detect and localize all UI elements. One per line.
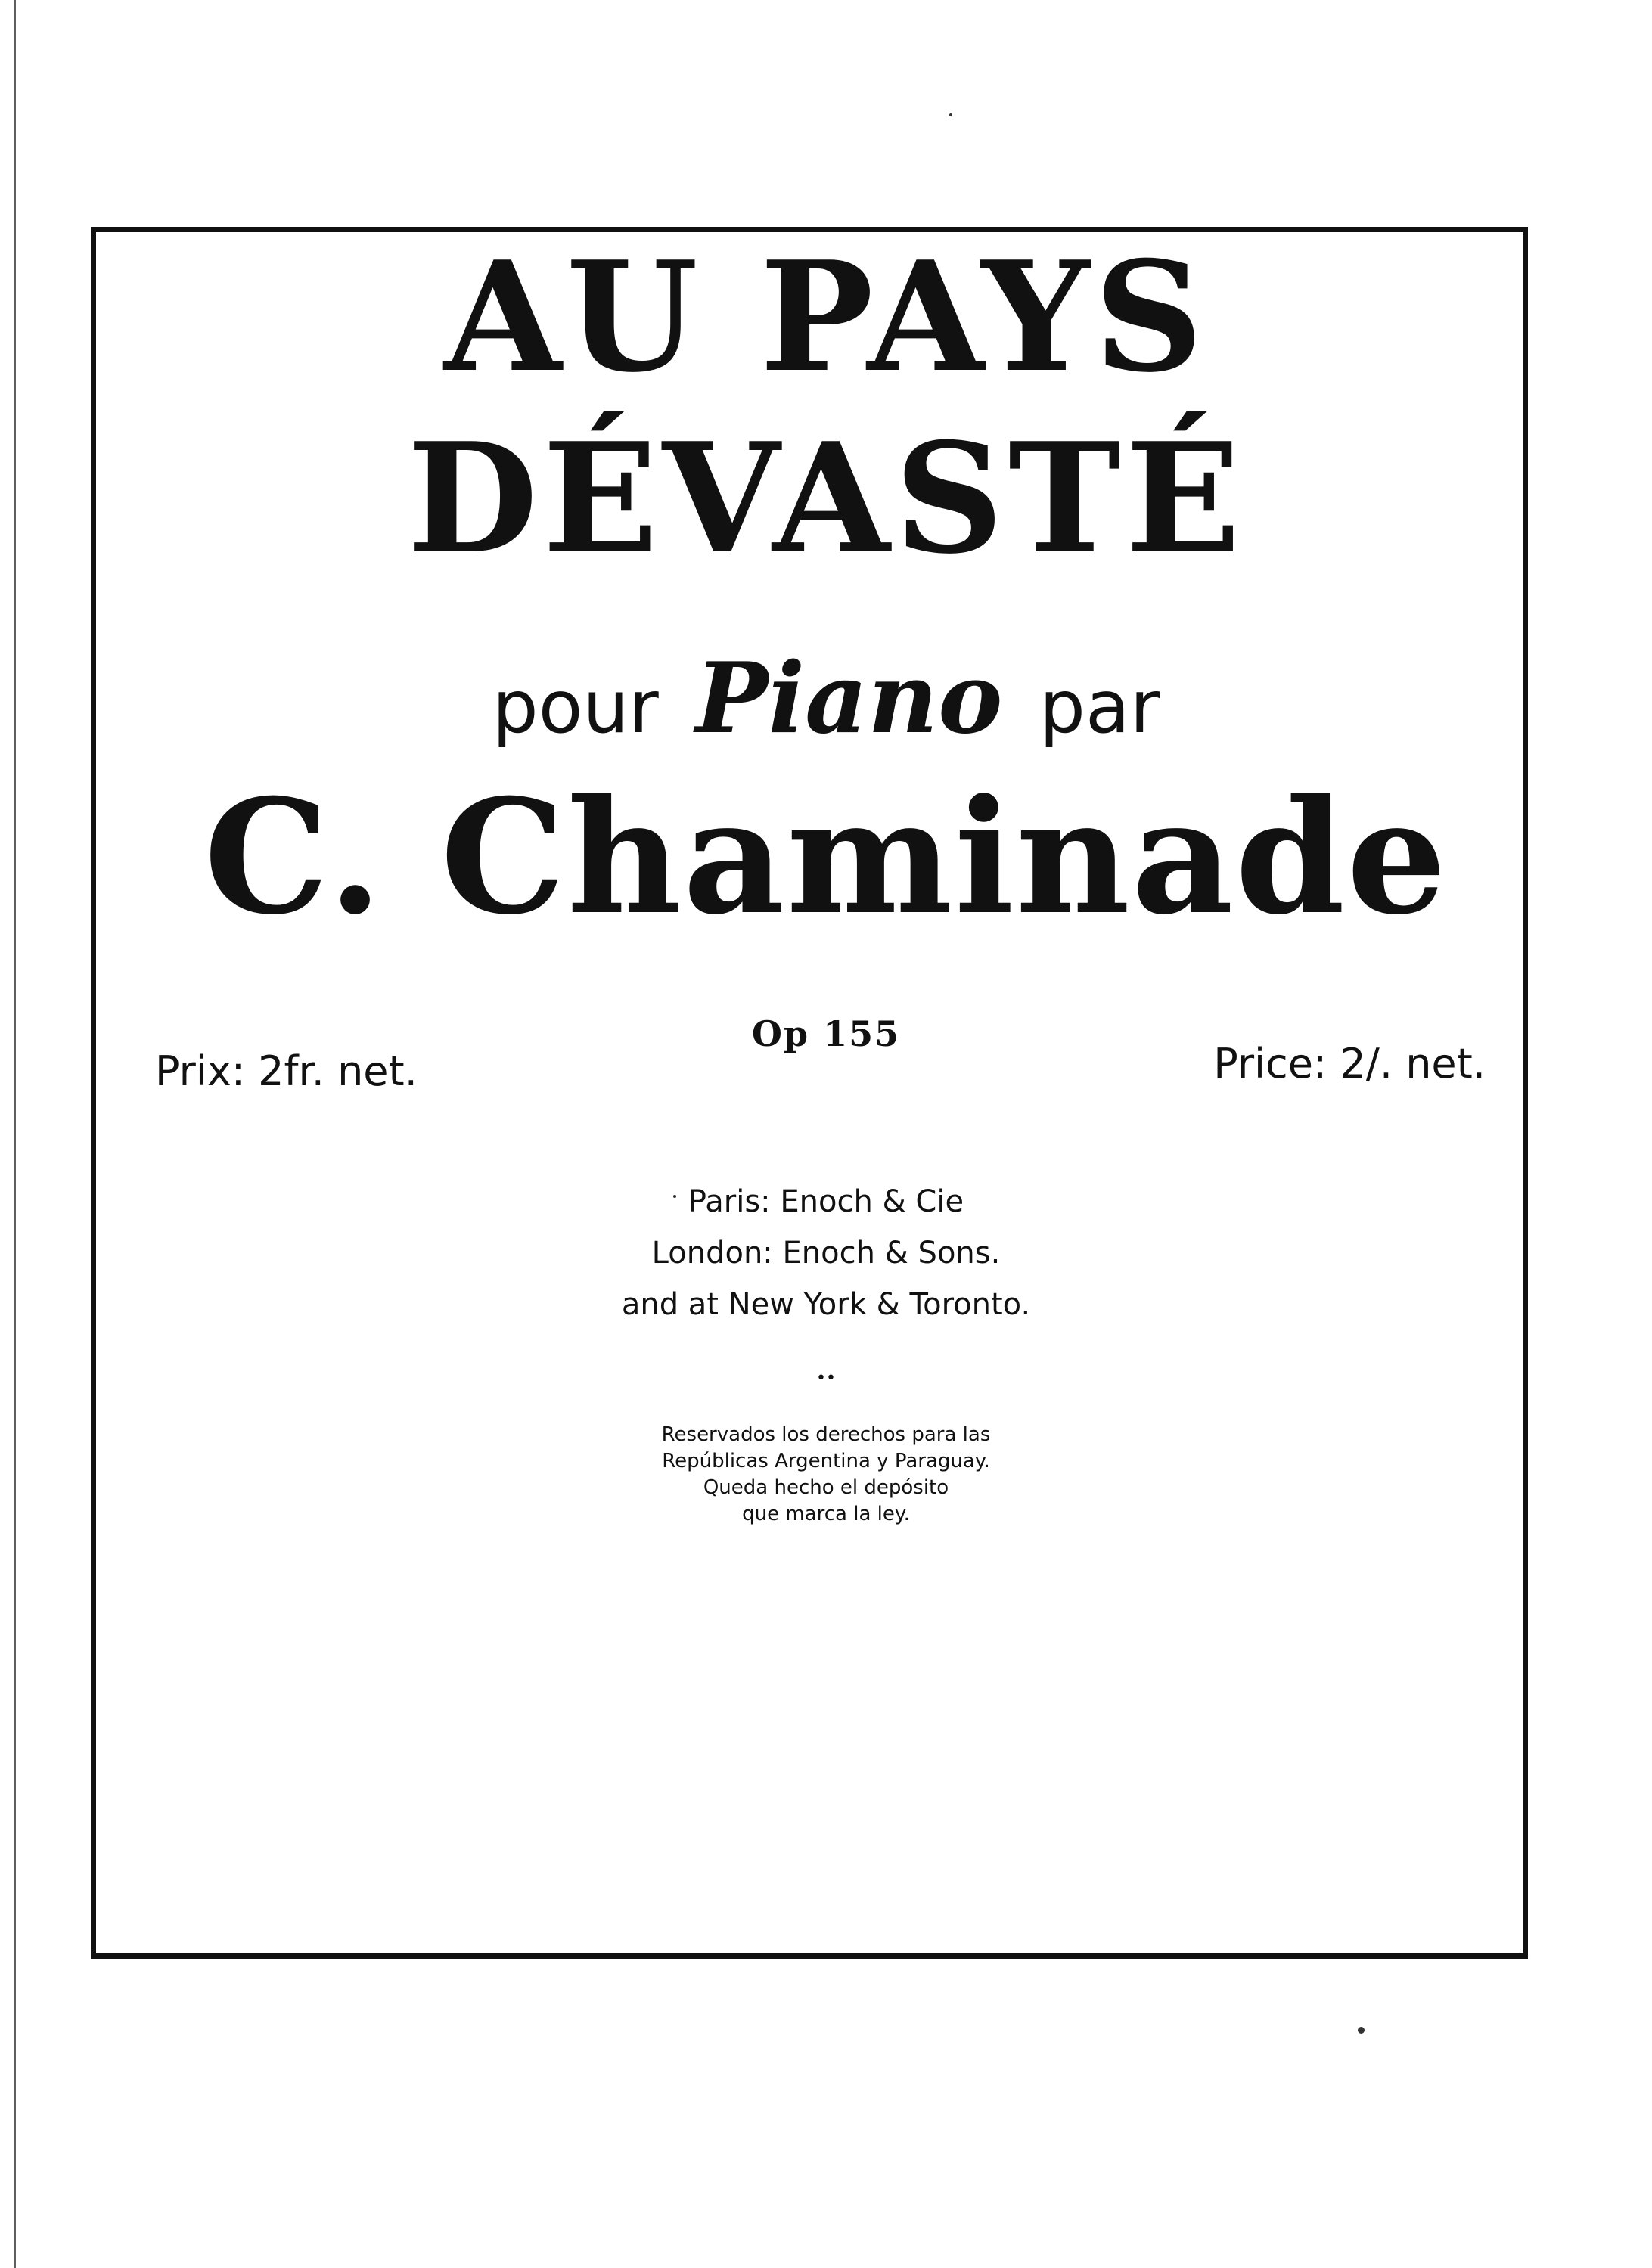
- pour-word: pour: [492, 665, 659, 749]
- rights-line: Reservados los derechos para las: [661, 1423, 991, 1446]
- rights-notice: [0, 1422, 1652, 1528]
- scan-speck: [949, 113, 952, 116]
- price-english: Price: 2/. net.: [1213, 1040, 1486, 1087]
- price-french: Prix: 2fr. net.: [155, 1047, 418, 1095]
- separator-mark: ••: [816, 1369, 836, 1388]
- publisher-line: and at New York & Toronto.: [621, 1287, 1031, 1322]
- scan-speck: [1358, 2027, 1365, 2034]
- composer-name: C. Chaminade: [203, 765, 1449, 950]
- instrument-word: Piano: [695, 642, 1003, 755]
- instrumentation-line: [0, 642, 1652, 755]
- title-line-2: DÉVASTÉ: [406, 410, 1246, 588]
- publisher-line: London: Enoch & Sons.: [651, 1236, 1001, 1271]
- rights-line: que marca la ley.: [742, 1503, 910, 1525]
- rights-line: Queda hecho el depósito: [703, 1476, 949, 1499]
- publisher-block: [0, 1176, 1652, 1330]
- title-line-1: AU PAYS: [444, 228, 1208, 406]
- rights-line: Repúblicas Argentina y Paraguay.: [662, 1450, 990, 1472]
- scan-speck: [673, 1195, 676, 1198]
- opus-number: Op 155: [751, 1013, 901, 1054]
- publisher-line: Paris: Enoch & Cie: [688, 1184, 964, 1219]
- par-word: par: [1039, 665, 1160, 749]
